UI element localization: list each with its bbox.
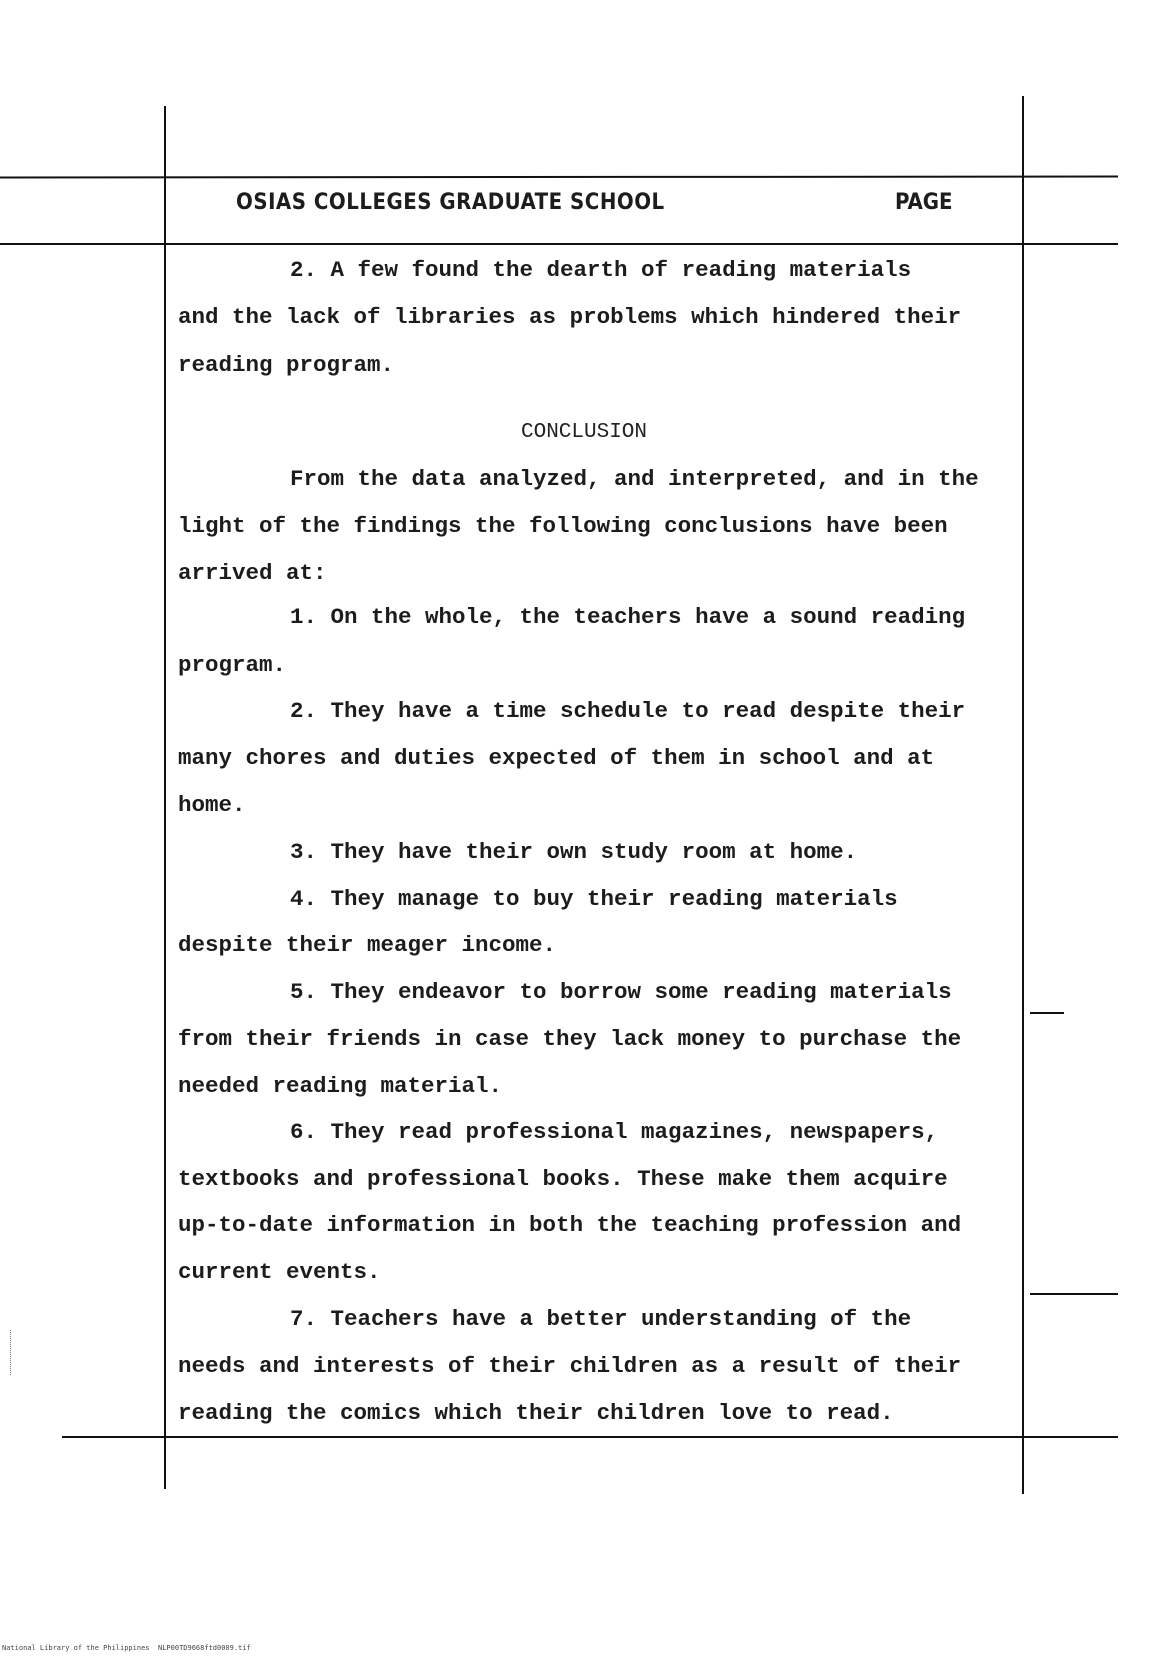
text-line: From the data analyzed, and interpreted, and in the	[290, 466, 979, 492]
header-bottom-rule	[0, 243, 1118, 245]
side-tick-1	[1030, 1012, 1064, 1014]
text-line: light of the findings the following conclusions have been	[178, 513, 948, 539]
left-margin-rule	[164, 106, 166, 1489]
text-line: home.	[178, 792, 246, 818]
scan-dots	[10, 1330, 12, 1375]
text-line: 2. A few found the dearth of reading materials	[290, 257, 912, 283]
text-line: reading the comics which their children love to read.	[178, 1400, 894, 1426]
section-title: CONCLUSION	[520, 421, 648, 444]
text-line: and the lack of libraries as problems which hindered their	[178, 304, 962, 330]
header-top-rule	[0, 176, 1118, 179]
footer-file: NLP00TD9668ftd0009.tif	[158, 1644, 251, 1652]
text-line: reading program.	[178, 352, 395, 378]
page-label: PAGE	[895, 190, 953, 215]
text-line: needed reading material.	[178, 1073, 503, 1099]
text-line: current events.	[178, 1259, 381, 1285]
text-line: many chores and duties expected of them in school and at	[178, 745, 935, 771]
school-header: OSIAS COLLEGES GRADUATE SCHOOL	[236, 190, 665, 215]
text-line: needs and interests of their children as a result of their	[178, 1353, 962, 1379]
text-line: 4. They manage to buy their reading materials	[290, 886, 898, 912]
text-line: arrived at:	[178, 560, 327, 586]
text-line: up-to-date information in both the teaching profession and	[178, 1212, 962, 1238]
footer-library: National Library of the Philippines	[2, 1644, 150, 1652]
footer-top-rule	[62, 1436, 1118, 1438]
right-margin-rule	[1022, 96, 1024, 1494]
text-line: 7. Teachers have a better understanding of the	[290, 1306, 912, 1332]
text-line: 5. They endeavor to borrow some reading materials	[290, 979, 952, 1005]
text-line: program.	[178, 652, 287, 678]
side-tick-2	[1030, 1293, 1118, 1295]
text-line: textbooks and professional books. These make them acquire	[178, 1166, 948, 1192]
text-line: 3. They have their own study room at home.	[290, 839, 858, 865]
text-line: despite their meager income.	[178, 932, 557, 958]
text-line: 1. On the whole, the teachers have a sound reading	[290, 604, 966, 630]
text-line: from their friends in case they lack money to purchase the	[178, 1026, 962, 1052]
text-line: 2. They have a time schedule to read despite their	[290, 698, 966, 724]
text-line: 6. They read professional magazines, newspapers,	[290, 1119, 939, 1145]
